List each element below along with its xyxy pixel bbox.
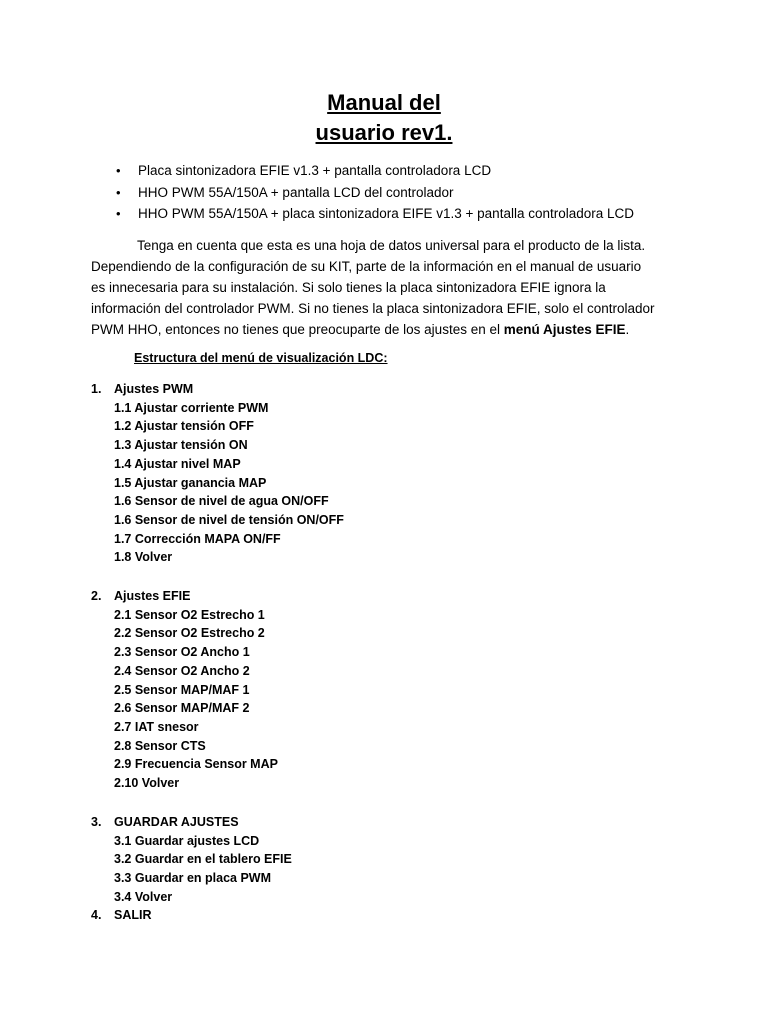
- menu-section-exit: [91, 906, 152, 925]
- document-title-line-2: usuario rev1.: [315, 120, 453, 145]
- menu-section-head: 2. Ajustes EFIE: [91, 589, 191, 603]
- menu-item: 2.9 Frecuencia Sensor MAP: [114, 757, 278, 772]
- menu-item: 1.1 Ajustar corriente PWM: [114, 400, 269, 415]
- menu-section-head: 4. SALIR: [91, 908, 152, 922]
- menu-item: 2.2 Sensor O2 Estrecho 2: [114, 626, 265, 641]
- paragraph-line: es innecesaria para su instalación. Si solo tienes la placa sintonizadora EFIE ignora la: [91, 280, 606, 295]
- menu-item: 3.3 Guardar en placa PWM: [114, 871, 271, 886]
- menu-item: 1.6 Sensor de nivel de tensión ON/OFF: [114, 512, 344, 527]
- menu-item: 2.6 Sensor MAP/MAF 2: [114, 701, 250, 716]
- menu-item: 2.8 Sensor CTS: [114, 738, 206, 753]
- bullet-icon: •: [116, 184, 121, 200]
- menu-section-pwm: [91, 380, 344, 567]
- bullet-icon: •: [116, 206, 121, 221]
- menu-item: 2.10 Volver: [114, 776, 180, 791]
- menu-item: 1.8 Volver: [114, 550, 173, 565]
- product-bullet-list: [112, 160, 732, 225]
- bullet-icon: •: [116, 163, 121, 178]
- bullet-item: • HHO PWM 55A/150A + pantalla LCD del controlador: [112, 182, 732, 204]
- efie-menu-emphasis: menú Ajustes EFIE: [503, 322, 626, 337]
- menu-item: 1.4 Ajustar nivel MAP: [114, 456, 241, 471]
- menu-section-efie: [91, 587, 278, 793]
- menu-item: 3.2 Guardar en el tablero EFIE: [114, 852, 292, 867]
- menu-section-save: [91, 813, 292, 907]
- menu-item: 1.3 Ajustar tensión ON: [114, 438, 248, 453]
- paragraph-line: PWM HHO, entonces no tienes que preocuparte de los ajustes en el menú Ajustes EFIE.: [91, 322, 630, 337]
- menu-section-head: 1. Ajustes PWM: [91, 382, 194, 396]
- paragraph-line: Tenga en cuenta que esta es una hoja de datos universal para el producto de la lista.: [137, 238, 646, 253]
- intro-paragraph: [91, 235, 691, 340]
- menu-item: 2.5 Sensor MAP/MAF 1: [114, 682, 250, 697]
- menu-item: 1.2 Ajustar tensión OFF: [114, 419, 254, 434]
- menu-item: 2.1 Sensor O2 Estrecho 1: [114, 607, 265, 622]
- paragraph-line: Dependiendo de la configuración de su KIT, parte de la información en el manual de usuario: [91, 259, 642, 274]
- menu-item: 3.1 Guardar ajustes LCD: [114, 833, 260, 848]
- menu-item: 2.7 IAT snesor: [114, 719, 199, 734]
- menu-item: 3.4 Volver: [114, 889, 173, 904]
- menu-structure-heading: Estructura del menú de visualización LDC:: [134, 351, 388, 365]
- menu-item: 2.3 Sensor O2 Ancho 1: [114, 645, 250, 660]
- bullet-item: • Placa sintonizadora EFIE v1.3 + pantalla controladora LCD: [112, 160, 732, 182]
- menu-item: 1.5 Ajustar ganancia MAP: [114, 475, 267, 490]
- paragraph-line: información del controlador PWM. Si no tienes la placa sintonizadora EFIE, solo el controlador: [91, 301, 655, 316]
- menu-item: 1.7 Corrección MAPA ON/FF: [114, 531, 281, 546]
- bullet-item: • HHO PWM 55A/150A + placa sintonizadora EIFE v1.3 + pantalla controladora LCD: [112, 203, 732, 225]
- menu-section-head: 3. GUARDAR AJUSTES: [91, 815, 239, 829]
- menu-item: 1.6 Sensor de nivel de agua ON/OFF: [114, 494, 329, 509]
- menu-item: 2.4 Sensor O2 Ancho 2: [114, 663, 250, 678]
- document-title-line-1: Manual del: [327, 90, 441, 115]
